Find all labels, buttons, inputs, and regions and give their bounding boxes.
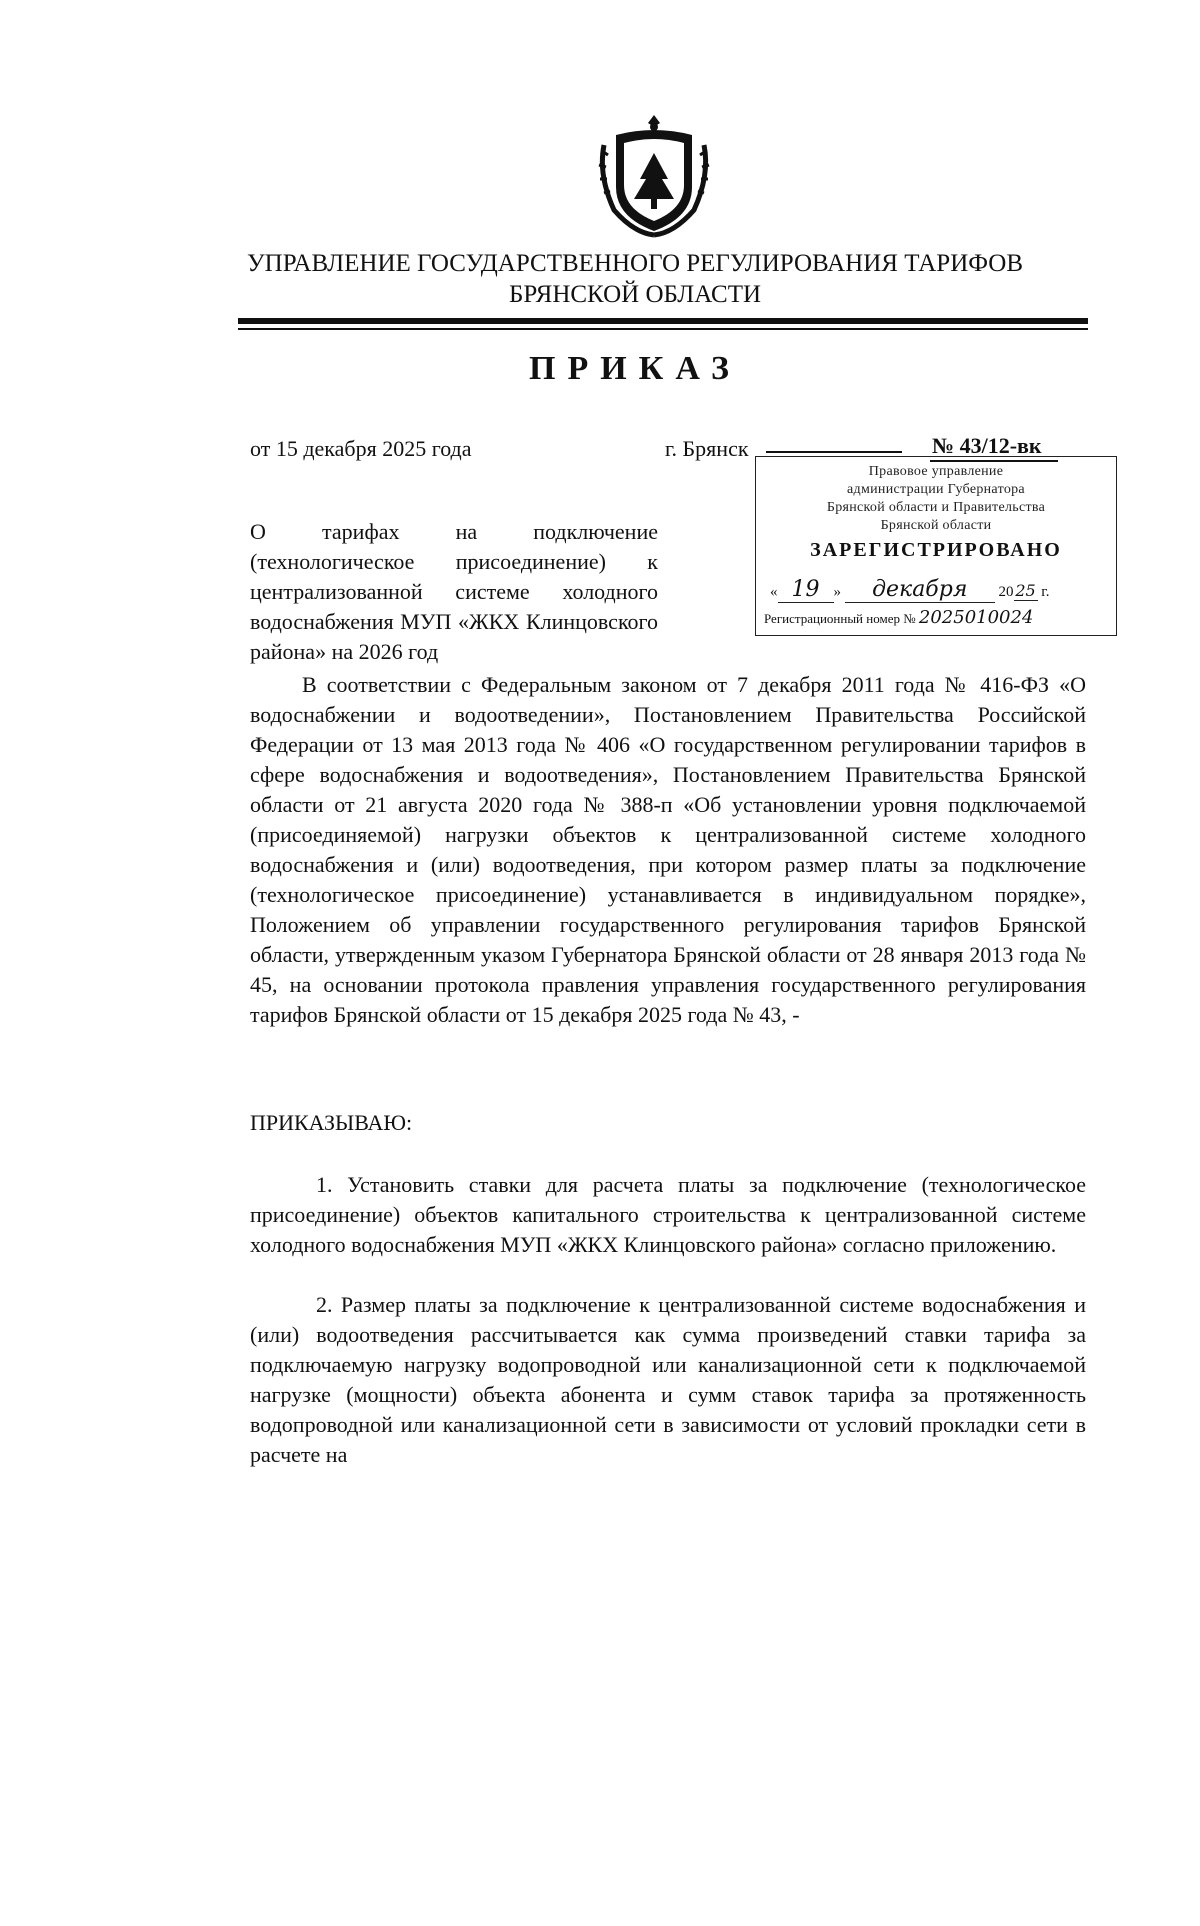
registration-stamp [755,456,1117,636]
order-subject: О тарифах на подключение (технологическое присоединение) к централизованной системе холодного водоснабжения МУП «ЖКХ Клинцовского района» на 2026 год [250,519,658,664]
stamp-line-1: Правовое управление [868,464,1004,479]
order-item-2: 2. Размер платы за подключение к централизованной системе водоснабжения и (или) водоотведения рассчитывается как сумма произведений ставки тарифа за подключаемую нагрузку водопроводной или канализационной сети к подключаемой нагрузке (мощности) объекта абонента и сумм ставок тарифа за протяженность водопроводной или канализационной сети в зависимости от условий прокладки сети в расчете на [250,1292,1086,1467]
order-date: от 15 декабря 2025 года [250,436,472,461]
stamp-reg-value: 2025010024 [918,607,1034,628]
order-number: № 43/12-вк [932,433,1042,458]
org-line-2: БРЯНСКОЙ ОБЛАСТИ [508,281,762,308]
stamp-line-4: Брянской области [880,518,992,533]
preamble-paragraph: В соответствии с Федеральным законом от 7 декабря 2011 года № 416-ФЗ «О водоснабжении и водоотведении», Постановлением Правительства Российской Федерации от 13 мая 2013 года № 406 «О государственном регулировании тарифов в сфере водоснабжения и водоотведения», Постановлением Правительства Брянской области от 21 августа 2020 года № 388-п «Об установлении уровня подключаемой (присоединяемой) нагрузки объектов к централизованной системе холодного водоснабжения и (или) водоотведения, при котором размер платы за подключение (технологическое присоединение) устанавливается в индивидуальном порядке», Положением об управлении государственного регулирования тарифов Брянской области, утвержденным указом Губернатора Брянской области от 28 января 2013 года № 45, на основании протокола правления управления государственного регулирования тарифов Брянской области от 15 декабря 2025 года № 43, - [250,672,1086,1027]
stamp-day: 19 [778,577,834,603]
stamp-reg-number [764,607,1114,628]
stamp-line-2: администрации Губернатора [847,482,1025,497]
stamp-registered: ЗАРЕГИСТРИРОВАНО [810,539,1062,561]
coat-of-arms-icon [594,105,714,240]
order-item-1: 1. Установить ставки для расчета платы за подключение (технологическое присоединение) объектов капитального строительства к централизованной системе холодного водоснабжения МУП «ЖКХ Клинцовского района» согласно приложению. [250,1172,1086,1257]
stamp-year-suffix: г. [1041,584,1050,600]
stamp-reg-label: Регистрационный номер № [764,611,916,626]
header-divider-thin [238,328,1088,330]
number-line [766,451,902,453]
order-directive: ПРИКАЗЫВАЮ: [250,1110,413,1135]
organization-name [200,248,1070,310]
stamp-year-prefix: 20 [998,584,1014,600]
order-city: г. Брянск [665,436,749,461]
stamp-year: 25 [1015,581,1036,600]
stamp-month: декабря [845,577,995,603]
header-divider [238,318,1088,324]
stamp-line-3: Брянской области и Правительства [826,500,1046,515]
stamp-date: « 19 » декабря 20 25 г. [770,577,1050,602]
document-title: ПРИКАЗ [529,350,741,387]
org-line-1: УПРАВЛЕНИЕ ГОСУДАРСТВЕННОГО РЕГУЛИРОВАНИЯ ТАРИФОВ [246,250,1024,277]
